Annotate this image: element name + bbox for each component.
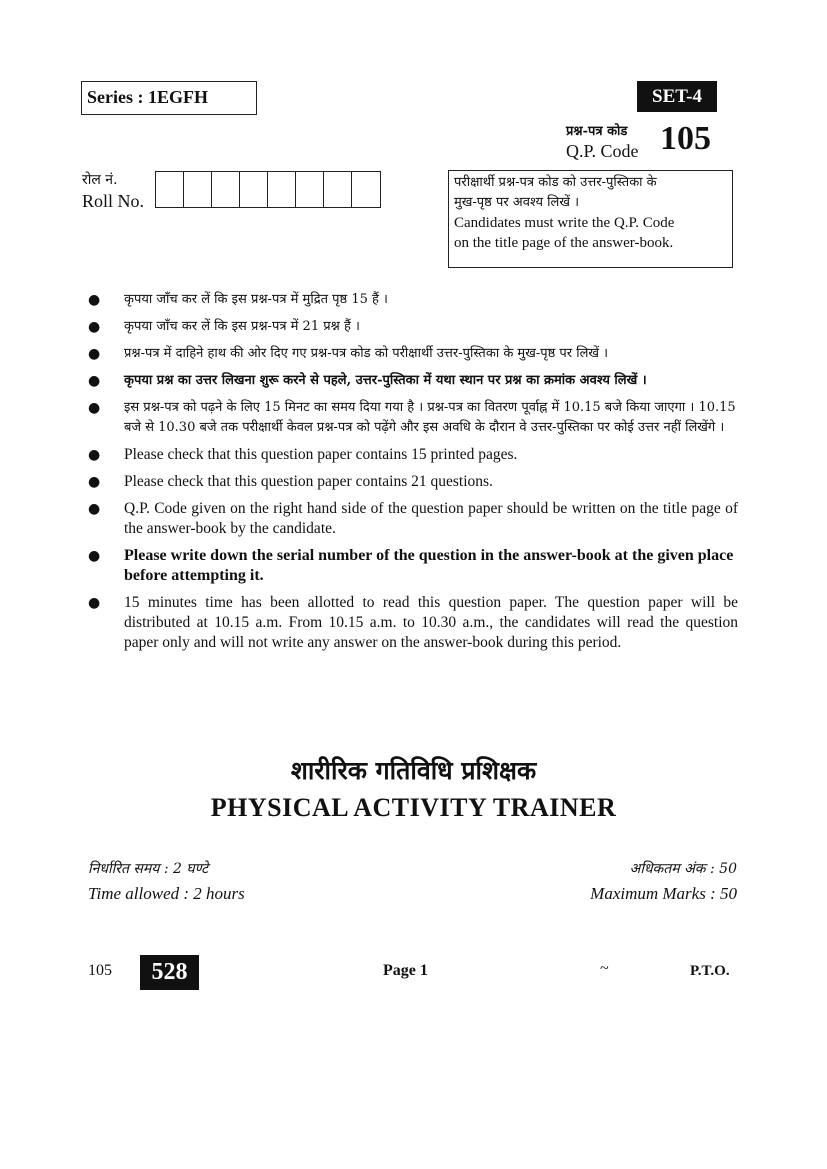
instruction-item (88, 593, 738, 653)
instruction-text: इस प्रश्न-पत्र को पढ़ने के लिए 15 मिनट का समय दिया गया है । प्रश्न-पत्र का वितरण पूर्वाह्न में 10.15 बजे किया जाएगा । 10.15 बजे से 10.30 बजे तक परीक्षार्थी केवल प्रश्न-पत्र को पढ़ेंगे और इस अवधि के दौरान वे उत्तर-पुस्तिका पर कोई उत्तर नहीं लिखेंगे । (124, 400, 736, 435)
candidate-note-hindi-2: मुख-पृष्ठ पर अवश्य लिखें । (454, 195, 580, 210)
bullet-icon: ● (88, 447, 101, 463)
instruction-text: कृपया प्रश्न का उत्तर लिखना शुरू करने से पहले, उत्तर-पुस्तिका में यथा स्थान पर प्रश्न का क्रमांक अवश्य लिखें । (124, 373, 647, 388)
time-allowed: Time allowed : 2 hours (88, 884, 245, 903)
page-number: Page 1 (383, 962, 428, 979)
roll-no-cell[interactable] (324, 172, 352, 207)
instruction-text: Please check that this question paper contains 15 printed pages. (124, 446, 518, 463)
bullet-icon: ● (88, 595, 101, 611)
instruction-item (88, 499, 738, 539)
subject-title-hindi: शारीरिक गतिविधि प्रशिक्षक (290, 756, 537, 785)
roll-no-boxes[interactable] (155, 171, 381, 208)
instruction-text: कृपया जाँच कर लें कि इस प्रश्न-पत्र में मुद्रित पृष्ठ 15 हैं । (124, 292, 388, 307)
bullet-icon: ● (88, 400, 101, 416)
bullet-icon: ● (88, 474, 101, 490)
roll-no-cell[interactable] (268, 172, 296, 207)
instruction-item (88, 290, 738, 310)
set-badge: SET-4 (637, 81, 717, 112)
subject-title: PHYSICAL ACTIVITY TRAINER (210, 793, 617, 822)
bullet-icon: ● (88, 292, 101, 308)
instruction-text: कृपया जाँच कर लें कि इस प्रश्न-पत्र में 21 प्रश्न हैं । (124, 319, 360, 334)
bullet-icon: ● (88, 548, 101, 564)
max-marks: Maximum Marks : 50 (590, 884, 737, 903)
series-label: Series : 1EGFH (81, 81, 257, 115)
footer-tilde: ~ (600, 960, 609, 977)
roll-no-cell[interactable] (352, 172, 380, 207)
instruction-item (88, 371, 738, 391)
bullet-icon: ● (88, 319, 101, 335)
candidate-note-hindi-1: परीक्षार्थी प्रश्न-पत्र कोड को उत्तर-पुस्तिका के (454, 175, 657, 190)
instruction-item (88, 445, 738, 465)
roll-no-hindi-label: रोल नं. (82, 172, 118, 188)
qp-code-hindi-label: प्रश्न-पत्र कोड (566, 124, 628, 139)
instruction-item (88, 344, 738, 364)
roll-no-cell[interactable] (184, 172, 212, 207)
pto-label: P.T.O. (690, 963, 730, 979)
time-allowed-hindi: निर्धारित समय : 2 घण्टे (88, 861, 209, 877)
roll-no-label: Roll No. (82, 191, 145, 211)
instruction-item (88, 472, 738, 492)
qp-code-number: 105 (660, 120, 711, 157)
instruction-text: 15 minutes time has been allotted to read this question paper. The question paper will be distributed at 10.15 a.m. From 10.15 a.m. to 10.30 a.m., the candidates will read the question paper only and will not write any answer on the answer-book during this period. (124, 594, 738, 651)
candidate-note-english-2: on the title page of the answer-book. (454, 235, 674, 251)
bullet-icon: ● (88, 373, 101, 389)
roll-no-cell[interactable] (296, 172, 324, 207)
instructions-list (88, 290, 738, 660)
candidate-note-english-1: Candidates must write the Q.P. Code (454, 215, 675, 231)
instruction-item (88, 317, 738, 337)
instruction-text: प्रश्न-पत्र में दाहिने हाथ की ओर दिए गए प्रश्न-पत्र कोड को परीक्षार्थी उत्तर-पुस्तिका के मुख-पृष्ठ पर लिखें । (124, 346, 609, 361)
footer-code: 105 (88, 962, 112, 979)
instruction-text: Q.P. Code given on the right hand side of the question paper should be written on the title page of the answer-book by the candidate. (124, 500, 738, 537)
instruction-text: Please write down the serial number of the question in the answer-book at the given place before attempting it. (124, 547, 734, 584)
bullet-icon: ● (88, 346, 101, 362)
instruction-text: Please check that this question paper contains 21 questions. (124, 473, 493, 490)
instruction-item (88, 546, 738, 586)
bullet-icon: ● (88, 501, 101, 517)
roll-no-cell[interactable] (240, 172, 268, 207)
instruction-item (88, 398, 738, 438)
roll-no-cell[interactable] (156, 172, 184, 207)
max-marks-hindi: अधिकतम अंक : 50 (629, 861, 737, 877)
footer-number-box: 528 (140, 955, 199, 990)
qp-code-label: Q.P. Code (566, 141, 639, 161)
roll-no-cell[interactable] (212, 172, 240, 207)
candidate-note-box (448, 170, 733, 268)
